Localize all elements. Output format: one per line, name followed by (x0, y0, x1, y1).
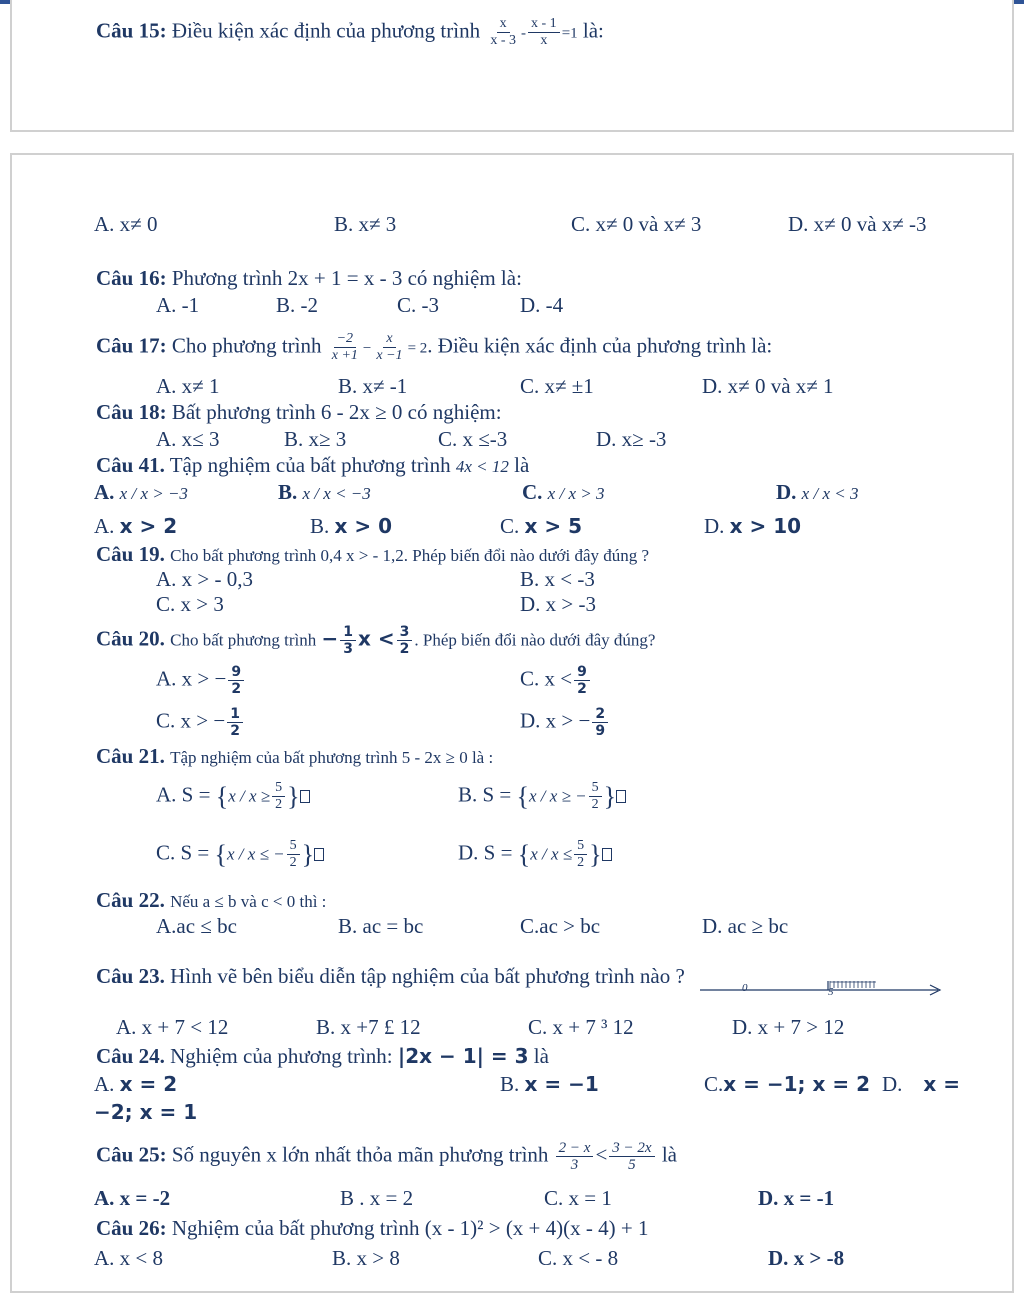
q18-option-c: C. x ≤-3 (438, 427, 508, 451)
q41-option-d2: D. x > 10 (704, 514, 802, 538)
q15-option-d: D. x≠ 0 và x≠ -3 (788, 212, 927, 236)
q25-option-d: D. x = -1 (758, 1186, 835, 1210)
question-23: Câu 23. Hình vẽ bên biểu diễn tập nghiệm của bất phương trình nào ? (96, 964, 685, 988)
q41-option-d: D. x / x < 3 (776, 480, 859, 504)
q20-option-c2: C. x > − $\frac{1}{2}$ (156, 706, 245, 739)
q15-option-b: B. x≠ 3 (334, 212, 397, 236)
q19-option-a: A. x > - 0,3 (156, 567, 254, 591)
number-line-zero: 0 (742, 982, 748, 994)
q21-option-a: A. S = {x / x ≥ $\frac{5}{2}$ } (156, 780, 310, 813)
q26-option-d: D. x > -8 (768, 1246, 845, 1270)
q21-option-c: C. S = {x / x ≤ − $\frac{5}{2}$ } (156, 838, 324, 871)
question-label: Câu 15: (96, 18, 167, 43)
q26-option-a: A. x < 8 (94, 1246, 164, 1270)
q24-option-c: C.x = −1; x = 2 (704, 1072, 870, 1096)
q20-option-d: D. x > − $\frac{2}{9}$ (520, 706, 610, 739)
question-24: Câu 24. Nghiệm của phương trình: |2x − 1| = 3 là (96, 1044, 549, 1068)
q15-option-c: C. x≠ 0 và x≠ 3 (571, 212, 702, 236)
q25-option-c: C. x = 1 (544, 1186, 612, 1210)
q23-option-b: B. x +7 £ 12 (316, 1015, 421, 1039)
number-line-figure (700, 978, 945, 1002)
q23-option-d: D. x + 7 > 12 (732, 1015, 845, 1039)
q18-option-a: A. x≤ 3 (156, 427, 220, 451)
q15-option-a: A. x≠ 0 (94, 212, 158, 236)
q20-option-c: C. x < $\frac{9}{2}$ (520, 664, 592, 697)
question-15: Câu 15: Điều kiện xác định của phương trình $\frac{x}{x - 3}$ - $\frac{x - 1}{x}$ =1 là: (96, 16, 604, 48)
question-25: Câu 25: Số nguyên x lớn nhất thỏa mãn phương trình $\frac{2 - x}{3}$ < $\frac{3 - 2x}{5}$ là (96, 1140, 677, 1173)
question-19: Câu 19. Cho bất phương trình 0,4 x > - 1,2. Phép biến đổi nào dưới đây đúng ? (96, 542, 650, 566)
question-16: Câu 16: Phương trình 2x + 1 = x - 3 có nghiệm là: (96, 266, 522, 290)
q41-option-c2: C. x > 5 (500, 514, 583, 538)
q41-option-b: B. x / x < −3 (278, 480, 371, 504)
question-22: Câu 22. Nếu a ≤ b và c < 0 thì : (96, 888, 327, 912)
question-18: Câu 18: Bất phương trình 6 - 2x ≥ 0 có nghiệm: (96, 400, 502, 424)
question-26: Câu 26: Nghiệm của bất phương trình (x - 1)² > (x + 4)(x - 4) + 1 (96, 1216, 649, 1240)
q24-option-d-continued: −2; x = 1 (94, 1100, 198, 1124)
q17-option-d: D. x≠ 0 và x≠ 1 (702, 374, 834, 398)
question-21: Câu 21. Tập nghiệm của bất phương trình 5 - 2x ≥ 0 là : (96, 744, 494, 768)
question-20: Câu 20. Cho bất phương trình − $\frac{1}{3}$ x < $\frac{3}{2}$ . Phép biến đổi nào dưới đây đúng? (96, 624, 656, 657)
q41-option-a2: A. x > 2 (94, 514, 178, 538)
q19-option-c: C. x > 3 (156, 592, 224, 616)
q16-option-a: A. -1 (156, 293, 200, 317)
q17-option-a: A. x≠ 1 (156, 374, 220, 398)
q25-option-a: A. x = -2 (94, 1186, 171, 1210)
q22-option-d: D. ac ≥ bc (702, 914, 789, 938)
q41-option-c: C. x / x > 3 (522, 480, 605, 504)
question-17: Câu 17: Cho phương trình $\frac{-2}{x +1}$ − $\frac{x}{x -1}$ = 2. Điều kiện xác định của phương trình là: (96, 331, 773, 363)
q16-option-c: C. -3 (397, 293, 439, 317)
q41-option-a: A. x / x > −3 (94, 480, 188, 504)
q19-option-b: B. x < -3 (520, 567, 595, 591)
q26-option-b: B. x > 8 (332, 1246, 400, 1270)
q26-option-c: C. x < - 8 (538, 1246, 619, 1270)
q41-option-b2: B. x > 0 (310, 514, 393, 538)
q18-option-d: D. x≥ -3 (596, 427, 667, 451)
q24-option-d: D. x = (882, 1072, 961, 1096)
q21-option-b: B. S = {x / x ≥ − $\frac{5}{2}$ } (458, 780, 626, 813)
q24-option-b: B. x = −1 (500, 1072, 599, 1096)
q22-option-b: B. ac = bc (338, 914, 424, 938)
q19-option-d: D. x > -3 (520, 592, 597, 616)
q24-option-a: A. x = 2 (94, 1072, 178, 1096)
q23-option-c: C. x + 7 ³ 12 (528, 1015, 634, 1039)
q18-option-b: B. x≥ 3 (284, 427, 347, 451)
q23-option-a: A. x + 7 < 12 (116, 1015, 229, 1039)
q25-option-b: B . x = 2 (340, 1186, 414, 1210)
q17-option-b: B. x≠ -1 (338, 374, 408, 398)
question-41: Câu 41. Tập nghiệm của bất phương trình 4x < 12 là (96, 453, 530, 477)
q17-option-c: C. x≠ ±1 (520, 374, 594, 398)
q22-option-c: C.ac > bc (520, 914, 601, 938)
q16-option-b: B. -2 (276, 293, 318, 317)
number-line-five: 5 (828, 986, 834, 998)
q16-option-d: D. -4 (520, 293, 564, 317)
q22-option-a: A.ac ≤ bc (156, 914, 237, 938)
q20-option-a: A. x > − $\frac{9}{2}$ (156, 664, 246, 697)
q21-option-d: D. S = {x / x ≤ $\frac{5}{2}$ } (458, 838, 612, 871)
